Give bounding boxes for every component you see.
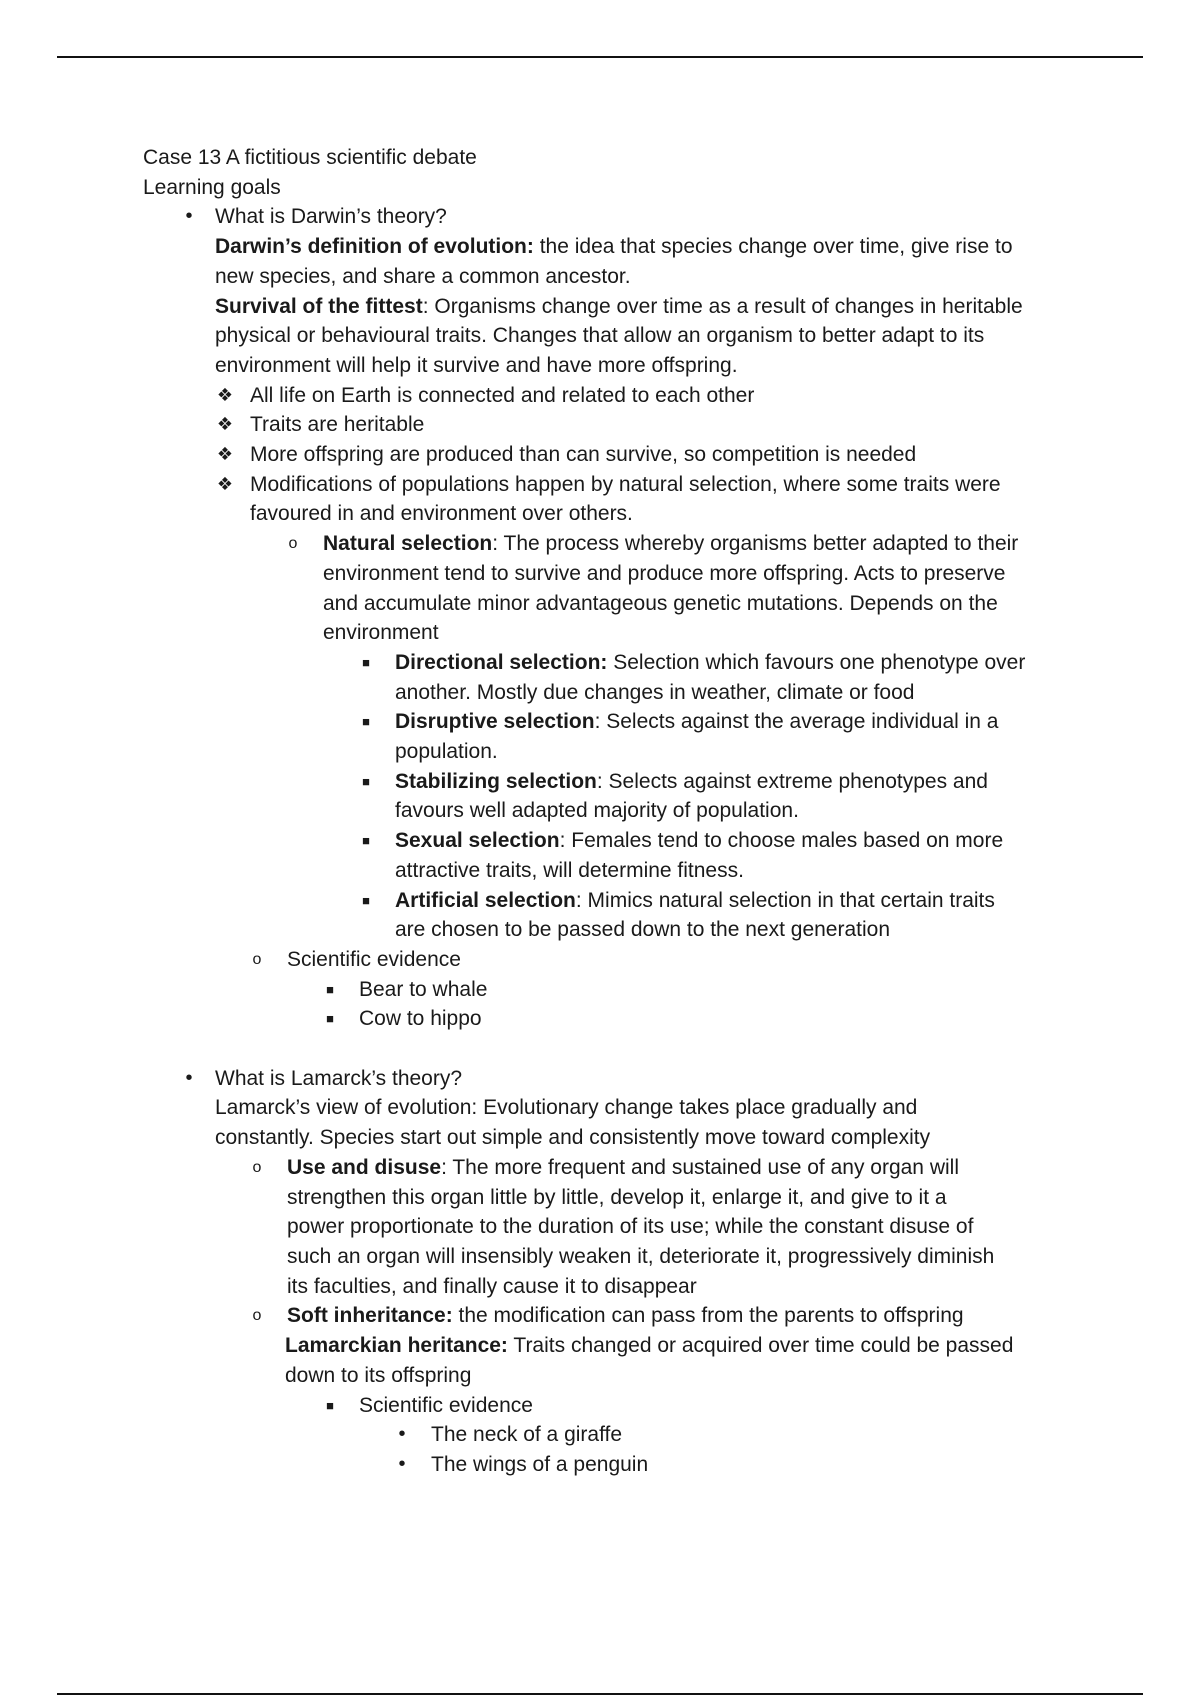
bullet-icon: • <box>398 1452 406 1475</box>
document-title: Case 13 A fictitious scientific debate <box>143 146 477 169</box>
square-bullet-icon: ■ <box>362 773 370 789</box>
document-body: Case 13 A fictitious scientific debate Learning goals • What is Darwin’s theory? Darwin’s definition of evolution: the idea that species change over time, give rise to new species, and share a common ancestor. Survival of the fittest: Organisms change over time as a result of changes in heritable physical or behavioural traits. Changes that allow an organism to better adapt to its environment will help it survive and have more offspring. ❖ All life on Earth is connected and related to each other ❖ Traits are heritable ❖ More offspring are produced than can survive, so competition is needed ❖ Modifications of populations happen by natural selection, where some traits were favoured in and environment over others. o Natural selection: The process whereby organisms better adapted to their environment tend to survive and produce more offspring. Acts to preserve and accumulate minor advantageous genetic mutations. Depends on the environment ■ Directional selection: Selection which favours one phenotype over another. Mostly due changes in weather, climate or food ■ Disruptive selection: Selects against the average individual in a population. ■ Stabilizing selection: Selects against extreme phenotypes and favours well adapted majority of population. ■ Sexual selection: Females tend to choose males based on more attractive traits, will determine fitness. ■ Artificial selection: Mimics natural selection in that certain traits are chosen to be passed down to the next generation o Scientific evidence ■ Bear to whale ■ Cow to hippo • What is Lamarck’s theory? Lamarck’s view of evolution: Evolutionary change takes place gradually and constantly. Species start out simple and consistently move toward complexity o Use and disuse: The more frequent and sustained use of any organ will strengthen this organ little by little, develop it, enlarge it, and give to it a power proportionate to the duration of its use; while the constant disuse of such an organ will insensibly weaken it, deteriorate it, progressively diminish its faculties, and finally cause it to disappear o Soft inheritance: the modification can pass from the parents to offspring Lamarckian heritance: Traits changed or acquired over time could be passed down to its offspring ■ Scientific evidence • The neck of a giraffe • The wings of a penguin <box>143 143 1063 1480</box>
selection-type-item: ■ Directional selection: Selection which favours one phenotype over <box>143 648 1063 678</box>
darwin-definition: Darwin’s definition of evolution: the idea that species change over time, give rise to <box>215 235 1013 259</box>
list-item: ■ Bear to whale <box>143 975 1063 1005</box>
selection-type-item: ■ Artificial selection: Mimics natural selection in that certain traits <box>143 886 1063 916</box>
survival-of-fittest: Survival of the fittest: Organisms change over time as a result of changes in heritable <box>215 294 1023 318</box>
darwin-question: What is Darwin’s theory? <box>215 205 447 229</box>
darwin-evidence-item: o Scientific evidence <box>143 945 1063 975</box>
header-rule <box>57 56 1143 58</box>
square-bullet-icon: ■ <box>326 981 334 997</box>
natural-selection-item: o Natural selection: The process whereby organisms better adapted to their <box>143 529 1063 559</box>
selection-type-item: ■ Stabilizing selection: Selects against extreme phenotypes and <box>143 767 1063 797</box>
square-bullet-icon: ■ <box>362 833 370 849</box>
lamarckian-heritance: Lamarckian heritance: Traits changed or acquired over time could be passed <box>285 1334 1014 1358</box>
square-bullet-icon: ■ <box>326 1397 334 1413</box>
bullet-icon: • <box>185 205 193 228</box>
use-and-disuse-item: o Use and disuse: The more frequent and sustained use of any organ will <box>143 1153 1063 1183</box>
lamarck-question-item <box>143 1064 1063 1094</box>
circle-bullet-icon: o <box>252 1307 262 1325</box>
square-bullet-icon: ■ <box>326 1011 334 1027</box>
selection-type-item: ■ Disruptive selection: Selects against the average individual in a <box>143 707 1063 737</box>
selection-type-item: ■ Sexual selection: Females tend to choose males based on more <box>143 826 1063 856</box>
diamond-bullet-icon: ❖ <box>216 473 234 494</box>
list-item: ❖ Modifications of populations happen by natural selection, where some traits were <box>143 470 1063 500</box>
circle-bullet-icon: o <box>252 950 262 968</box>
list-item: ❖ All life on Earth is connected and related to each other <box>143 381 1063 411</box>
soft-inheritance-item: o Soft inheritance: the modification can pass from the parents to offspring <box>143 1301 1063 1331</box>
learning-goals-heading: Learning goals <box>143 175 281 199</box>
square-bullet-icon: ■ <box>362 892 370 908</box>
list-item: • The wings of a penguin <box>143 1450 1063 1480</box>
list-item: ■ Cow to hippo <box>143 1004 1063 1034</box>
circle-bullet-icon: o <box>288 535 298 553</box>
lamarck-evidence-item: ■ Scientific evidence <box>143 1391 1063 1421</box>
diamond-bullet-icon: ❖ <box>216 444 234 465</box>
bullet-icon: • <box>398 1423 406 1446</box>
diamond-bullet-icon: ❖ <box>216 414 234 435</box>
circle-bullet-icon: o <box>252 1158 262 1176</box>
lamarck-question: What is Lamarck’s theory? <box>215 1066 463 1090</box>
darwin-question-item <box>143 202 1063 232</box>
diamond-bullet-icon: ❖ <box>216 384 234 405</box>
square-bullet-icon: ■ <box>362 714 370 730</box>
square-bullet-icon: ■ <box>362 654 370 670</box>
bullet-icon: • <box>185 1066 193 1089</box>
list-item: ❖ Traits are heritable <box>143 410 1063 440</box>
footer-rule <box>57 1693 1143 1695</box>
list-item: • The neck of a giraffe <box>143 1420 1063 1450</box>
list-item: ❖ More offspring are produced than can survive, so competition is needed <box>143 440 1063 470</box>
